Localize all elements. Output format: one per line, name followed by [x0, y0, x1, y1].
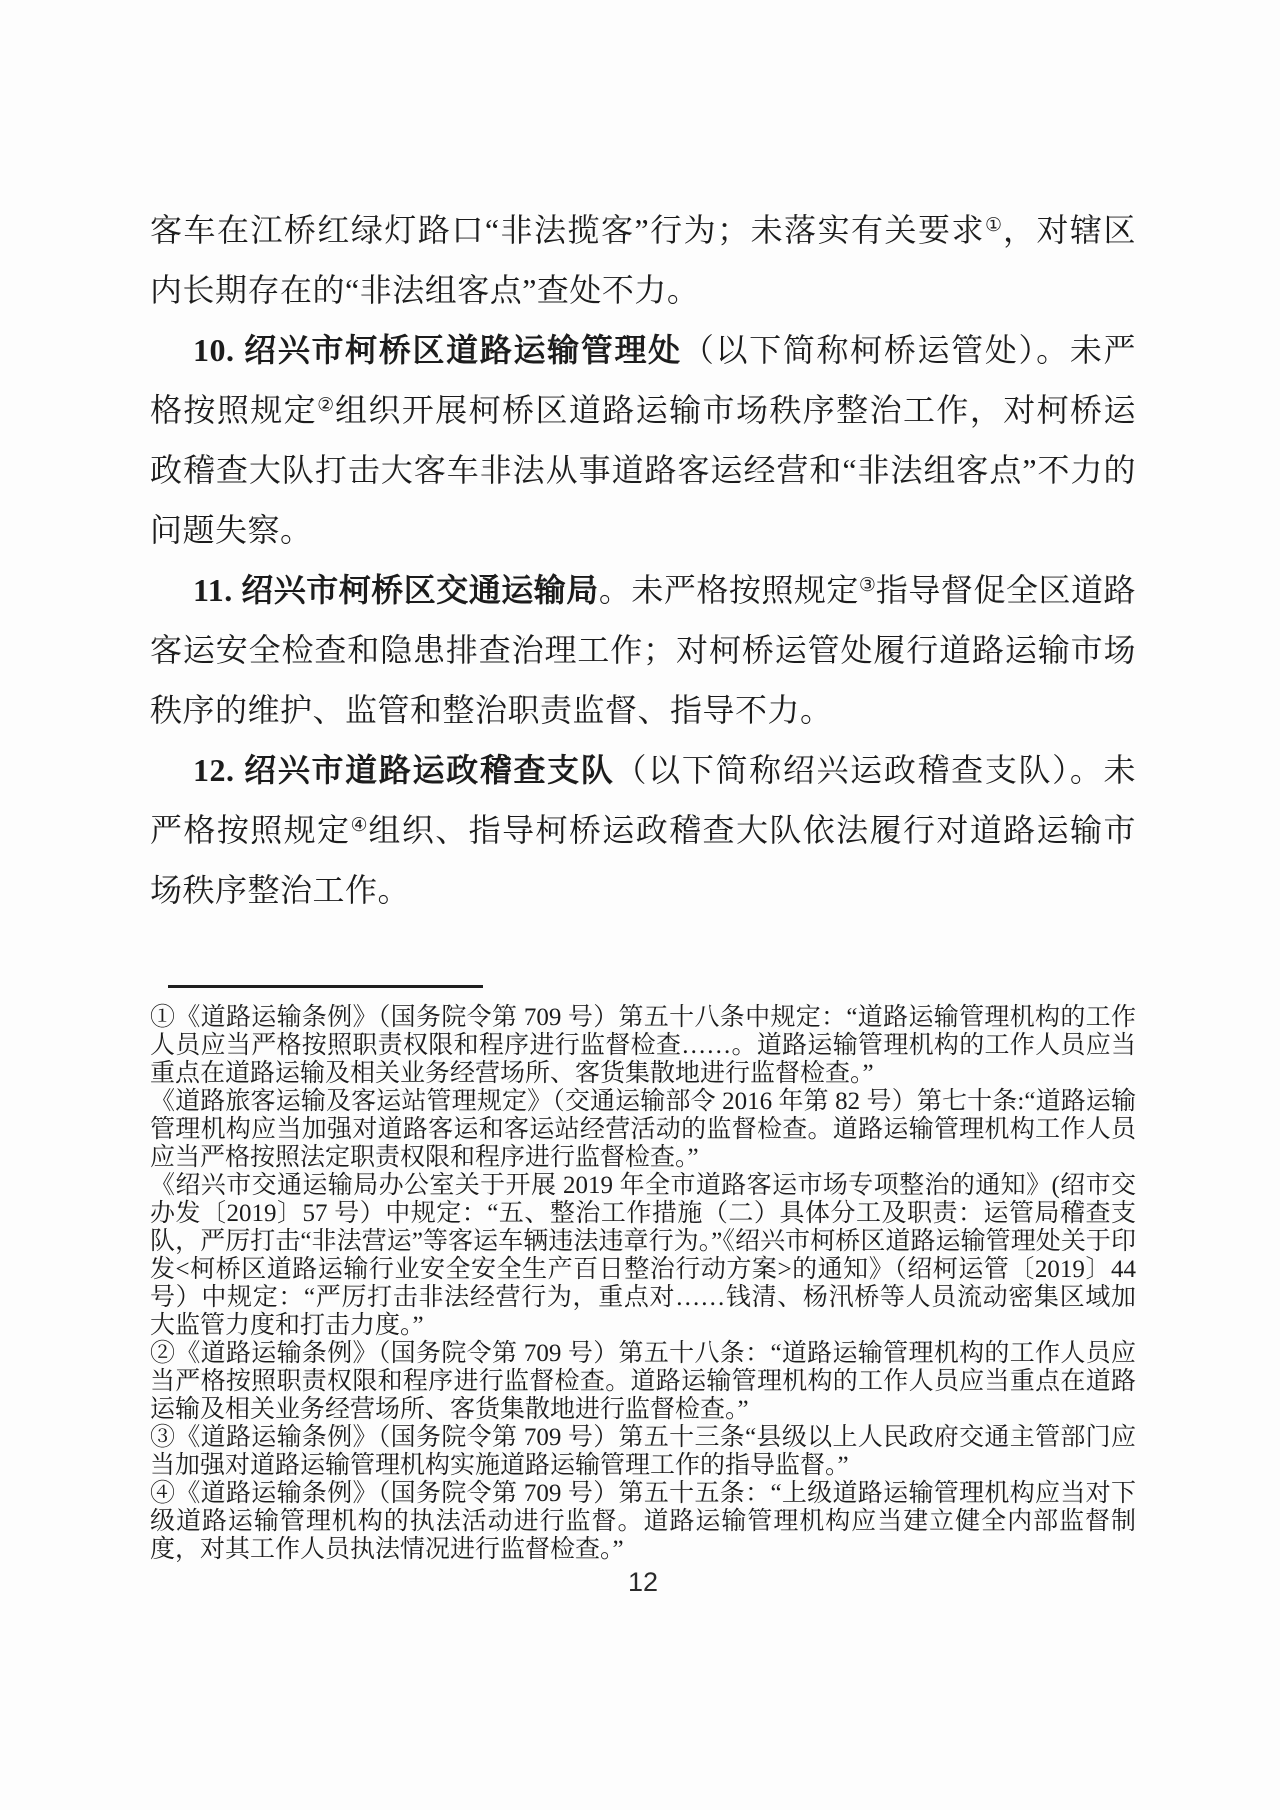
body-text-segment: 。未严格按照规定: [598, 572, 859, 608]
body-text-segment: 组织开展柯桥区道路运输市场秩序整治工作，对柯桥运政稽查大队打击大客车非法从事道路客运经营和“非法组客点”不力的问题失察。: [150, 392, 1136, 548]
footnote-1-part-3: 《绍兴市交通运输局办公室关于开展 2019 年全市道路客运市场专项整治的通知》(绍市交办发〔2019〕57 号）中规定：“五、整治工作措施（二）具体分工及职责：运管局稽查支队，严厉打击“非法营运”等客运车辆违法违章行为。”《绍兴市柯桥区道路运输管理处关于印发<柯桥区道路运输行业安全安全生产百日整治行动方案>的通知》（绍柯运管〔2019〕44 号）中规定：“严厉打击非法经营行为，重点对……钱清、杨汛桥等人员流动密集区域加大监管力度和打击力度。”: [150, 1172, 1136, 1339]
item-12-heading: 12. 绍兴市道路运政稽查支队: [193, 752, 615, 788]
body-text-segment: 组织、指导柯桥运政稽查大队依法履行对道路运输市场秩序整治工作。: [150, 812, 1136, 908]
footnote-separator: [168, 985, 483, 988]
footnote-ref-1: ①: [985, 215, 1004, 236]
footnote-1-part-2: 《道路旅客运输及客运站管理规定》（交通运输部令 2016 年第 82 号）第七十条:“道路运输管理机构应当加强对道路客运和客运站经营活动的监督检查。道路运输管理机构工作人员应当严格按照法定职责权限和程序进行监督检查。”: [150, 1088, 1136, 1171]
footnote-3: ③《道路运输条例》（国务院令第 709 号）第五十三条“县级以上人民政府交通主管部门应当加强对道路运输管理机构实施道路运输管理工作的指导监督。”: [150, 1424, 1136, 1479]
body-text-segment: ，对辖区内长期存在的“非法组客点”查处不力。: [150, 212, 1136, 308]
paragraph-item-10: [150, 320, 1136, 560]
paragraph-item-11: [150, 560, 1136, 740]
footnote-ref-3: ③: [858, 575, 876, 596]
footnotes-block: [150, 1004, 1136, 1564]
body-text-segment: （以下简称绍兴运政稽查支队）。未严格按照规定: [150, 752, 1136, 848]
item-11-heading: 11. 绍兴市柯桥区交通运输局: [193, 572, 599, 608]
footnote-ref-2: ②: [317, 395, 336, 416]
page-number: 12: [627, 1567, 659, 1597]
body-text-segment: （以下简称柯桥运管处）。未严格按照规定: [150, 332, 1136, 428]
paragraph-item-12: [150, 740, 1136, 920]
body-text-segment: 客车在江桥红绿灯路口“非法揽客”行为；未落实有关要求: [150, 212, 985, 248]
paragraph-continuation: [150, 200, 1136, 320]
footnote-1-part-1: ①《道路运输条例》（国务院令第 709 号）第五十八条中规定：“道路运输管理机构的工作人员应当严格按照职责权限和程序进行监督检查……。道路运输管理机构的工作人员应当重点在道路运输及相关业务经营场所、客货集散地进行监督检查。”: [150, 1004, 1136, 1087]
item-10-heading: 10. 绍兴市柯桥区道路运输管理处: [193, 332, 682, 368]
footnote-4: ④《道路运输条例》（国务院令第 709 号）第五十五条：“上级道路运输管理机构应当对下级道路运输管理机构的执法活动进行监督。道路运输管理机构应当建立健全内部监督制度，对其工作人员执法情况进行监督检查。”: [150, 1480, 1136, 1563]
body-text-segment: 指导督促全区道路客运安全检查和隐患排查治理工作；对柯桥运管处履行道路运输市场秩序的维护、监管和整治职责监督、指导不力。: [150, 572, 1136, 728]
footnote-2: ②《道路运输条例》（国务院令第 709 号）第五十八条：“道路运输管理机构的工作人员应当严格按照职责权限和程序进行监督检查。道路运输管理机构的工作人员应当重点在道路运输及相关业务经营场所、客货集散地进行监督检查。”: [150, 1340, 1136, 1423]
body-text: [150, 200, 1136, 920]
footnote-ref-4: ④: [350, 815, 369, 836]
